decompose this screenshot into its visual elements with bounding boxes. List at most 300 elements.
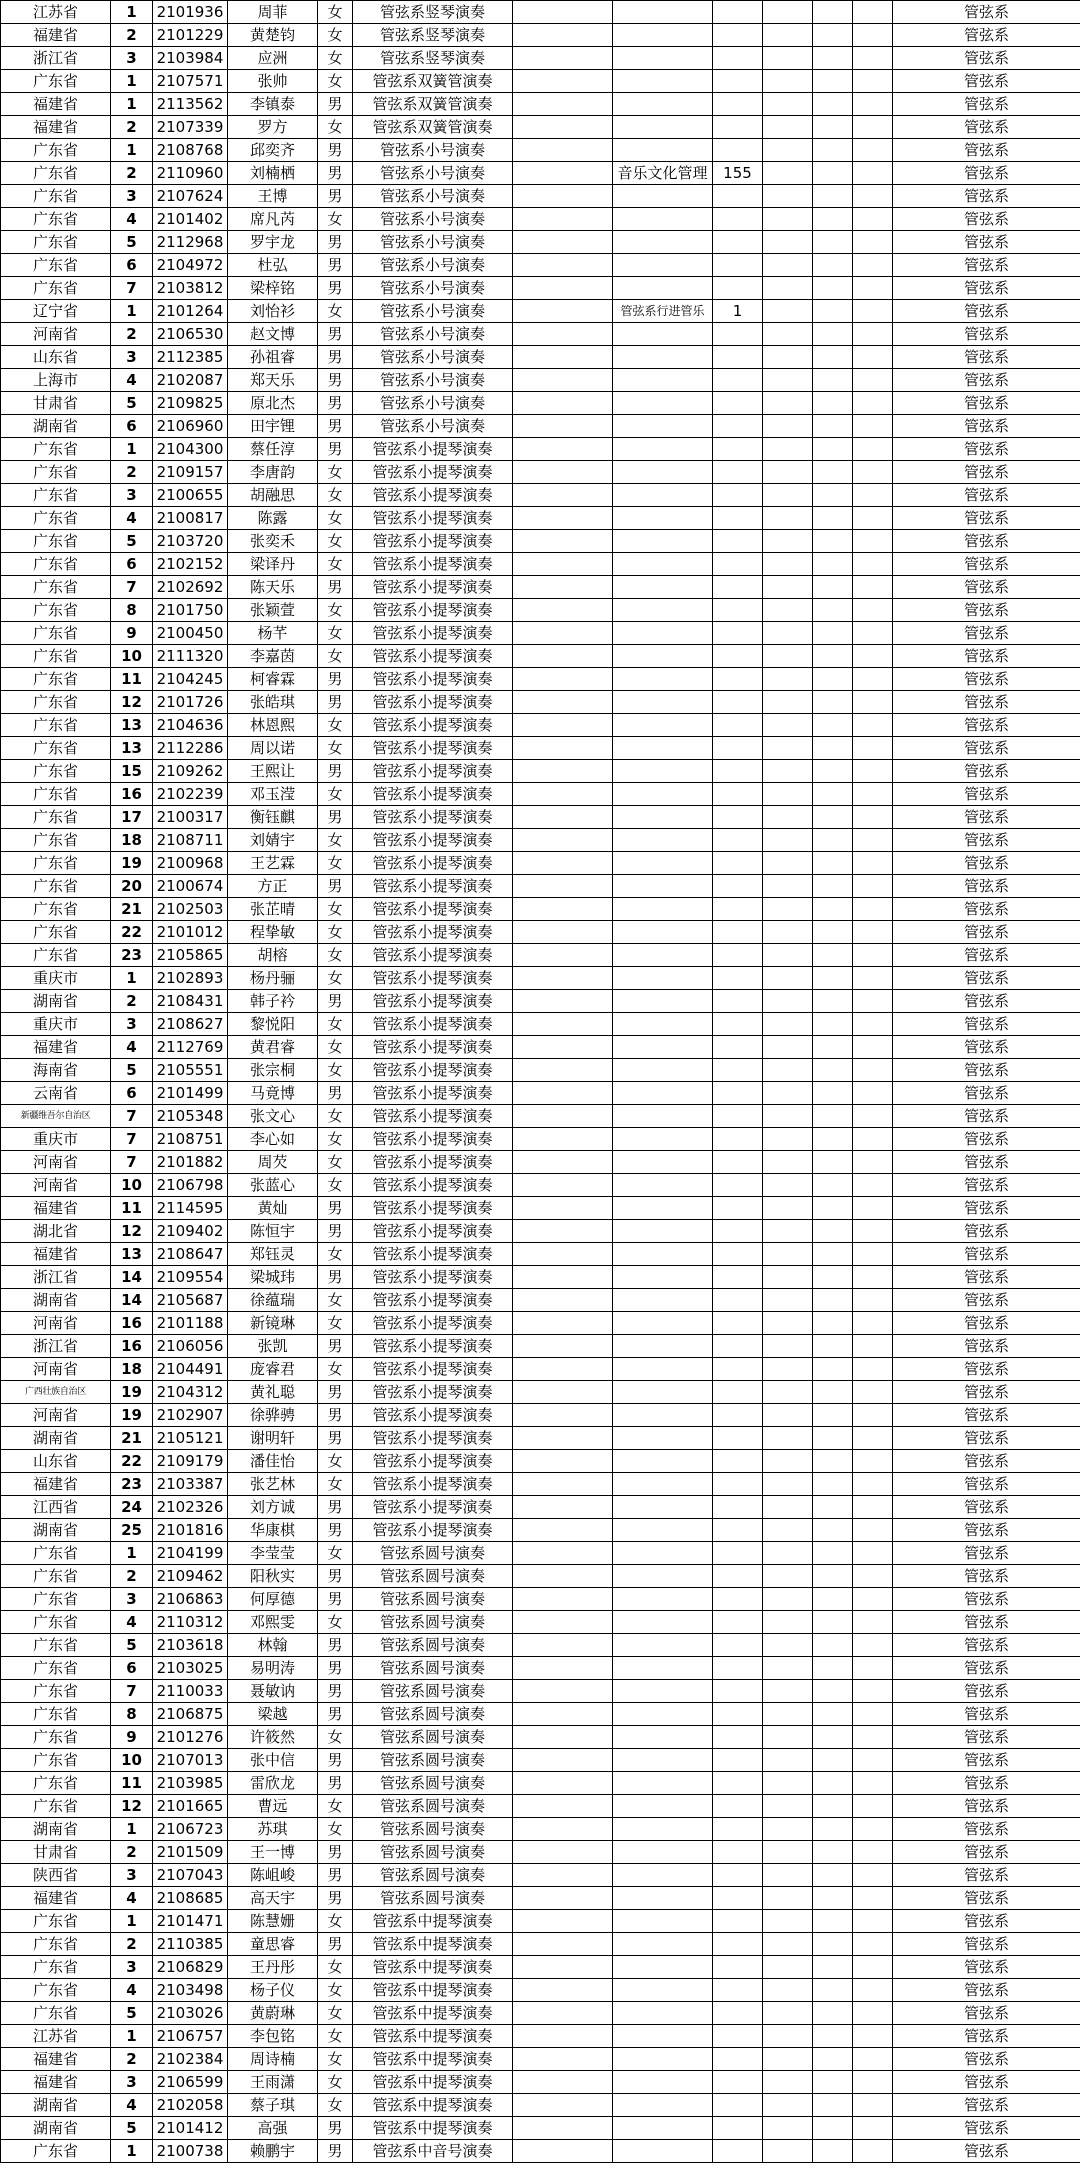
major-cell: 管弦系中提琴演奏 bbox=[353, 2025, 513, 2048]
department-cell: 管弦系 bbox=[893, 1818, 1080, 1841]
exam-id-cell: 2107571 bbox=[153, 70, 228, 93]
table-row bbox=[1, 760, 1080, 783]
rank-cell: 10 bbox=[111, 1749, 153, 1772]
empty-cell bbox=[853, 1979, 893, 2002]
rank-cell: 7 bbox=[111, 1128, 153, 1151]
major-cell: 管弦系小提琴演奏 bbox=[353, 806, 513, 829]
student-name-cell: 应洲 bbox=[228, 47, 318, 70]
table-row bbox=[1, 530, 1080, 553]
empty-cell bbox=[763, 944, 813, 967]
empty-cell bbox=[853, 783, 893, 806]
province-cell: 广东省 bbox=[1, 944, 111, 967]
major-cell: 管弦系小号演奏 bbox=[353, 323, 513, 346]
province-cell: 甘肃省 bbox=[1, 392, 111, 415]
exam-id-cell: 2107624 bbox=[153, 185, 228, 208]
major-cell: 管弦系小号演奏 bbox=[353, 415, 513, 438]
student-name-cell: 周芡 bbox=[228, 1151, 318, 1174]
major-cell: 管弦系中提琴演奏 bbox=[353, 2117, 513, 2140]
alternate-score-cell bbox=[713, 1680, 763, 1703]
table-row bbox=[1, 93, 1080, 116]
empty-cell bbox=[853, 507, 893, 530]
alternate-major-cell bbox=[613, 714, 713, 737]
province-cell: 广东省 bbox=[1, 921, 111, 944]
department-cell: 管弦系 bbox=[893, 1565, 1080, 1588]
alternate-major-cell bbox=[613, 1611, 713, 1634]
gender-cell: 女 bbox=[318, 507, 353, 530]
empty-cell bbox=[813, 944, 853, 967]
exam-id-cell: 2101499 bbox=[153, 1082, 228, 1105]
rank-cell: 5 bbox=[111, 1634, 153, 1657]
empty-cell bbox=[763, 898, 813, 921]
table-row bbox=[1, 1404, 1080, 1427]
rank-cell: 19 bbox=[111, 1404, 153, 1427]
alternate-score-cell bbox=[713, 1772, 763, 1795]
alternate-score-cell bbox=[713, 714, 763, 737]
alternate-major-cell bbox=[613, 1818, 713, 1841]
empty-cell bbox=[763, 1082, 813, 1105]
empty-cell bbox=[853, 1795, 893, 1818]
exam-id-cell: 2100655 bbox=[153, 484, 228, 507]
gender-cell: 男 bbox=[318, 1381, 353, 1404]
exam-id-cell: 2104491 bbox=[153, 1358, 228, 1381]
student-name-cell: 周诗楠 bbox=[228, 2048, 318, 2071]
empty-cell bbox=[513, 1358, 613, 1381]
exam-id-cell: 2106056 bbox=[153, 1335, 228, 1358]
empty-cell bbox=[513, 1818, 613, 1841]
table-row bbox=[1, 576, 1080, 599]
table-row bbox=[1, 300, 1080, 323]
alternate-major-cell bbox=[613, 622, 713, 645]
department-cell: 管弦系 bbox=[893, 208, 1080, 231]
table-row bbox=[1, 1473, 1080, 1496]
alternate-score-cell bbox=[713, 277, 763, 300]
empty-cell bbox=[513, 1542, 613, 1565]
empty-cell bbox=[813, 1, 853, 24]
empty-cell bbox=[853, 760, 893, 783]
empty-cell bbox=[763, 622, 813, 645]
department-cell: 管弦系 bbox=[893, 1588, 1080, 1611]
department-cell: 管弦系 bbox=[893, 1496, 1080, 1519]
table-row bbox=[1, 783, 1080, 806]
department-cell: 管弦系 bbox=[893, 507, 1080, 530]
table-row bbox=[1, 1450, 1080, 1473]
major-cell: 管弦系圆号演奏 bbox=[353, 1726, 513, 1749]
empty-cell bbox=[513, 852, 613, 875]
empty-cell bbox=[853, 139, 893, 162]
gender-cell: 女 bbox=[318, 967, 353, 990]
table-row bbox=[1, 70, 1080, 93]
empty-cell bbox=[853, 208, 893, 231]
alternate-score-cell bbox=[713, 1266, 763, 1289]
empty-cell bbox=[513, 1381, 613, 1404]
table-row bbox=[1, 1151, 1080, 1174]
department-cell: 管弦系 bbox=[893, 668, 1080, 691]
exam-id-cell: 2104636 bbox=[153, 714, 228, 737]
empty-cell bbox=[763, 1266, 813, 1289]
rank-cell: 19 bbox=[111, 852, 153, 875]
alternate-major-cell bbox=[613, 2025, 713, 2048]
alternate-score-cell bbox=[713, 944, 763, 967]
exam-id-cell: 2101188 bbox=[153, 1312, 228, 1335]
exam-id-cell: 2113562 bbox=[153, 93, 228, 116]
student-name-cell: 蔡子琪 bbox=[228, 2094, 318, 2117]
empty-cell bbox=[763, 1634, 813, 1657]
department-cell: 管弦系 bbox=[893, 1082, 1080, 1105]
exam-id-cell: 2110960 bbox=[153, 162, 228, 185]
department-cell: 管弦系 bbox=[893, 737, 1080, 760]
table-row bbox=[1, 346, 1080, 369]
rank-cell: 2 bbox=[111, 116, 153, 139]
table-row bbox=[1, 1588, 1080, 1611]
student-name-cell: 张凯 bbox=[228, 1335, 318, 1358]
exam-id-cell: 2100450 bbox=[153, 622, 228, 645]
empty-cell bbox=[763, 231, 813, 254]
table-row bbox=[1, 415, 1080, 438]
alternate-major-cell bbox=[613, 231, 713, 254]
empty-cell bbox=[513, 1266, 613, 1289]
rank-cell: 4 bbox=[111, 1887, 153, 1910]
empty-cell bbox=[763, 760, 813, 783]
empty-cell bbox=[813, 231, 853, 254]
alternate-score-cell bbox=[713, 921, 763, 944]
exam-id-cell: 2108627 bbox=[153, 1013, 228, 1036]
alternate-score-cell bbox=[713, 1565, 763, 1588]
major-cell: 管弦系中提琴演奏 bbox=[353, 1910, 513, 1933]
table-row bbox=[1, 47, 1080, 70]
alternate-score-cell bbox=[713, 2094, 763, 2117]
exam-id-cell: 2105348 bbox=[153, 1105, 228, 1128]
major-cell: 管弦系圆号演奏 bbox=[353, 1818, 513, 1841]
gender-cell: 男 bbox=[318, 1864, 353, 1887]
alternate-score-cell bbox=[713, 1818, 763, 1841]
empty-cell bbox=[813, 783, 853, 806]
province-cell: 广东省 bbox=[1, 622, 111, 645]
major-cell: 管弦系小提琴演奏 bbox=[353, 1404, 513, 1427]
empty-cell bbox=[763, 1312, 813, 1335]
alternate-score-cell bbox=[713, 392, 763, 415]
empty-cell bbox=[763, 1105, 813, 1128]
rank-cell: 2 bbox=[111, 162, 153, 185]
empty-cell bbox=[813, 1427, 853, 1450]
empty-cell bbox=[813, 553, 853, 576]
student-name-cell: 王熙让 bbox=[228, 760, 318, 783]
empty-cell bbox=[813, 2071, 853, 2094]
department-cell: 管弦系 bbox=[893, 806, 1080, 829]
empty-cell bbox=[813, 438, 853, 461]
empty-cell bbox=[763, 369, 813, 392]
empty-cell bbox=[763, 806, 813, 829]
empty-cell bbox=[513, 1, 613, 24]
major-cell: 管弦系小提琴演奏 bbox=[353, 1174, 513, 1197]
gender-cell: 女 bbox=[318, 1059, 353, 1082]
department-cell: 管弦系 bbox=[893, 1726, 1080, 1749]
province-cell: 广东省 bbox=[1, 691, 111, 714]
department-cell: 管弦系 bbox=[893, 1174, 1080, 1197]
student-name-cell: 潘佳怡 bbox=[228, 1450, 318, 1473]
rank-cell: 2 bbox=[111, 24, 153, 47]
rank-cell: 18 bbox=[111, 829, 153, 852]
gender-cell: 女 bbox=[318, 645, 353, 668]
empty-cell bbox=[813, 323, 853, 346]
major-cell: 管弦系小提琴演奏 bbox=[353, 507, 513, 530]
major-cell: 管弦系小提琴演奏 bbox=[353, 898, 513, 921]
empty-cell bbox=[513, 1243, 613, 1266]
department-cell: 管弦系 bbox=[893, 1749, 1080, 1772]
rank-cell: 23 bbox=[111, 944, 153, 967]
alternate-major-cell bbox=[613, 70, 713, 93]
gender-cell: 女 bbox=[318, 461, 353, 484]
alternate-score-cell bbox=[713, 415, 763, 438]
rank-cell: 1 bbox=[111, 1818, 153, 1841]
rank-cell: 11 bbox=[111, 1772, 153, 1795]
alternate-score-cell bbox=[713, 898, 763, 921]
student-name-cell: 华康棋 bbox=[228, 1519, 318, 1542]
student-name-cell: 陈慧姗 bbox=[228, 1910, 318, 1933]
table-row bbox=[1, 1818, 1080, 1841]
alternate-major-cell bbox=[613, 1128, 713, 1151]
table-row bbox=[1, 1703, 1080, 1726]
table-row bbox=[1, 737, 1080, 760]
province-cell: 新疆维吾尔自治区 bbox=[1, 1105, 111, 1128]
empty-cell bbox=[763, 323, 813, 346]
department-cell: 管弦系 bbox=[893, 875, 1080, 898]
province-cell: 河南省 bbox=[1, 1312, 111, 1335]
empty-cell bbox=[853, 254, 893, 277]
student-name-cell: 陈岨峻 bbox=[228, 1864, 318, 1887]
student-name-cell: 席凡芮 bbox=[228, 208, 318, 231]
alternate-score-cell bbox=[713, 1151, 763, 1174]
exam-id-cell: 2103812 bbox=[153, 277, 228, 300]
empty-cell bbox=[763, 277, 813, 300]
department-cell: 管弦系 bbox=[893, 346, 1080, 369]
gender-cell: 男 bbox=[318, 1772, 353, 1795]
table-row bbox=[1, 1542, 1080, 1565]
student-name-cell: 赖鹏宇 bbox=[228, 2140, 318, 2163]
empty-cell bbox=[513, 1427, 613, 1450]
major-cell: 管弦系双簧管演奏 bbox=[353, 70, 513, 93]
empty-cell bbox=[813, 139, 853, 162]
table-row bbox=[1, 277, 1080, 300]
rank-cell: 3 bbox=[111, 1956, 153, 1979]
major-cell: 管弦系小号演奏 bbox=[353, 346, 513, 369]
department-cell: 管弦系 bbox=[893, 1243, 1080, 1266]
empty-cell bbox=[513, 1565, 613, 1588]
table-row bbox=[1, 2002, 1080, 2025]
empty-cell bbox=[813, 990, 853, 1013]
major-cell: 管弦系竖琴演奏 bbox=[353, 1, 513, 24]
empty-cell bbox=[853, 1956, 893, 1979]
table-row bbox=[1, 1634, 1080, 1657]
alternate-score-cell bbox=[713, 1726, 763, 1749]
major-cell: 管弦系圆号演奏 bbox=[353, 1749, 513, 1772]
alternate-major-cell bbox=[613, 967, 713, 990]
alternate-major-cell bbox=[613, 1289, 713, 1312]
table-row bbox=[1, 208, 1080, 231]
alternate-score-cell bbox=[713, 1611, 763, 1634]
gender-cell: 男 bbox=[318, 1933, 353, 1956]
alternate-score-cell: 1 bbox=[713, 300, 763, 323]
alternate-major-cell: 管弦系行进管乐 bbox=[613, 300, 713, 323]
student-name-cell: 林翰 bbox=[228, 1634, 318, 1657]
department-cell: 管弦系 bbox=[893, 1036, 1080, 1059]
rank-cell: 7 bbox=[111, 1105, 153, 1128]
table-row bbox=[1, 438, 1080, 461]
empty-cell bbox=[513, 300, 613, 323]
gender-cell: 女 bbox=[318, 1956, 353, 1979]
empty-cell bbox=[513, 1680, 613, 1703]
major-cell: 管弦系小提琴演奏 bbox=[353, 852, 513, 875]
rank-cell: 2 bbox=[111, 1933, 153, 1956]
department-cell: 管弦系 bbox=[893, 898, 1080, 921]
major-cell: 管弦系小提琴演奏 bbox=[353, 1036, 513, 1059]
table-row bbox=[1, 714, 1080, 737]
empty-cell bbox=[853, 300, 893, 323]
student-name-cell: 梁城玮 bbox=[228, 1266, 318, 1289]
exam-id-cell: 2102893 bbox=[153, 967, 228, 990]
gender-cell: 女 bbox=[318, 1036, 353, 1059]
exam-id-cell: 2104245 bbox=[153, 668, 228, 691]
student-name-cell: 陈天乐 bbox=[228, 576, 318, 599]
alternate-major-cell bbox=[613, 1266, 713, 1289]
empty-cell bbox=[853, 369, 893, 392]
empty-cell bbox=[853, 2117, 893, 2140]
department-cell: 管弦系 bbox=[893, 231, 1080, 254]
department-cell: 管弦系 bbox=[893, 438, 1080, 461]
empty-cell bbox=[853, 1266, 893, 1289]
major-cell: 管弦系小号演奏 bbox=[353, 139, 513, 162]
empty-cell bbox=[513, 1611, 613, 1634]
empty-cell bbox=[813, 2025, 853, 2048]
province-cell: 广东省 bbox=[1, 139, 111, 162]
empty-cell bbox=[763, 553, 813, 576]
table-row bbox=[1, 967, 1080, 990]
empty-cell bbox=[813, 1289, 853, 1312]
rank-cell: 3 bbox=[111, 47, 153, 70]
rank-cell: 4 bbox=[111, 1036, 153, 1059]
empty-cell bbox=[853, 2140, 893, 2163]
empty-cell bbox=[853, 1404, 893, 1427]
province-cell: 广东省 bbox=[1, 2002, 111, 2025]
alternate-major-cell bbox=[613, 1220, 713, 1243]
department-cell: 管弦系 bbox=[893, 2025, 1080, 2048]
gender-cell: 女 bbox=[318, 553, 353, 576]
exam-id-cell: 2101726 bbox=[153, 691, 228, 714]
rank-cell: 4 bbox=[111, 1979, 153, 2002]
province-cell: 广东省 bbox=[1, 806, 111, 829]
empty-cell bbox=[513, 484, 613, 507]
department-cell: 管弦系 bbox=[893, 622, 1080, 645]
department-cell: 管弦系 bbox=[893, 323, 1080, 346]
student-name-cell: 高天宇 bbox=[228, 1887, 318, 1910]
alternate-score-cell bbox=[713, 369, 763, 392]
empty-cell bbox=[763, 24, 813, 47]
empty-cell bbox=[513, 1059, 613, 1082]
exam-id-cell: 2100968 bbox=[153, 852, 228, 875]
exam-id-cell: 2106875 bbox=[153, 1703, 228, 1726]
department-cell: 管弦系 bbox=[893, 1864, 1080, 1887]
student-name-cell: 徐骅骋 bbox=[228, 1404, 318, 1427]
major-cell: 管弦系小提琴演奏 bbox=[353, 1151, 513, 1174]
alternate-score-cell bbox=[713, 1795, 763, 1818]
alternate-major-cell bbox=[613, 139, 713, 162]
province-cell: 广东省 bbox=[1, 760, 111, 783]
department-cell: 管弦系 bbox=[893, 1312, 1080, 1335]
empty-cell bbox=[853, 1749, 893, 1772]
empty-cell bbox=[813, 2140, 853, 2163]
alternate-major-cell bbox=[613, 990, 713, 1013]
province-cell: 广东省 bbox=[1, 1979, 111, 2002]
empty-cell bbox=[813, 1933, 853, 1956]
department-cell: 管弦系 bbox=[893, 139, 1080, 162]
exam-id-cell: 2106723 bbox=[153, 1818, 228, 1841]
major-cell: 管弦系圆号演奏 bbox=[353, 1772, 513, 1795]
province-cell: 江西省 bbox=[1, 1496, 111, 1519]
table-row bbox=[1, 898, 1080, 921]
table-row bbox=[1, 1496, 1080, 1519]
exam-id-cell: 2111320 bbox=[153, 645, 228, 668]
major-cell: 管弦系中提琴演奏 bbox=[353, 1956, 513, 1979]
major-cell: 管弦系中提琴演奏 bbox=[353, 2002, 513, 2025]
alternate-score-cell bbox=[713, 1036, 763, 1059]
rank-cell: 5 bbox=[111, 2002, 153, 2025]
exam-id-cell: 2100317 bbox=[153, 806, 228, 829]
alternate-major-cell bbox=[613, 93, 713, 116]
student-name-cell: 张颖萱 bbox=[228, 599, 318, 622]
empty-cell bbox=[813, 1404, 853, 1427]
empty-cell bbox=[813, 1703, 853, 1726]
empty-cell bbox=[813, 1197, 853, 1220]
major-cell: 管弦系小号演奏 bbox=[353, 254, 513, 277]
exam-id-cell: 2109402 bbox=[153, 1220, 228, 1243]
alternate-score-cell bbox=[713, 599, 763, 622]
exam-id-cell: 2103720 bbox=[153, 530, 228, 553]
province-cell: 广东省 bbox=[1, 1795, 111, 1818]
empty-cell bbox=[813, 461, 853, 484]
student-name-cell: 庞睿君 bbox=[228, 1358, 318, 1381]
province-cell: 浙江省 bbox=[1, 47, 111, 70]
empty-cell bbox=[763, 1933, 813, 1956]
empty-cell bbox=[763, 1956, 813, 1979]
province-cell: 福建省 bbox=[1, 116, 111, 139]
empty-cell bbox=[763, 162, 813, 185]
major-cell: 管弦系圆号演奏 bbox=[353, 1657, 513, 1680]
student-name-cell: 李唐韵 bbox=[228, 461, 318, 484]
rank-cell: 7 bbox=[111, 1151, 153, 1174]
empty-cell bbox=[513, 760, 613, 783]
empty-cell bbox=[813, 645, 853, 668]
department-cell: 管弦系 bbox=[893, 1381, 1080, 1404]
rank-cell: 1 bbox=[111, 139, 153, 162]
gender-cell: 女 bbox=[318, 1105, 353, 1128]
empty-cell bbox=[513, 1519, 613, 1542]
province-cell: 重庆市 bbox=[1, 1128, 111, 1151]
empty-cell bbox=[513, 2048, 613, 2071]
province-cell: 福建省 bbox=[1, 2048, 111, 2071]
gender-cell: 女 bbox=[318, 484, 353, 507]
alternate-score-cell bbox=[713, 2117, 763, 2140]
province-cell: 辽宁省 bbox=[1, 300, 111, 323]
major-cell: 管弦系小提琴演奏 bbox=[353, 1358, 513, 1381]
alternate-major-cell bbox=[613, 1864, 713, 1887]
province-cell: 广东省 bbox=[1, 1703, 111, 1726]
department-cell: 管弦系 bbox=[893, 1910, 1080, 1933]
rank-cell: 1 bbox=[111, 2025, 153, 2048]
student-name-cell: 何厚德 bbox=[228, 1588, 318, 1611]
exam-id-cell: 2103984 bbox=[153, 47, 228, 70]
gender-cell: 女 bbox=[318, 300, 353, 323]
province-cell: 河南省 bbox=[1, 1174, 111, 1197]
major-cell: 管弦系圆号演奏 bbox=[353, 1588, 513, 1611]
